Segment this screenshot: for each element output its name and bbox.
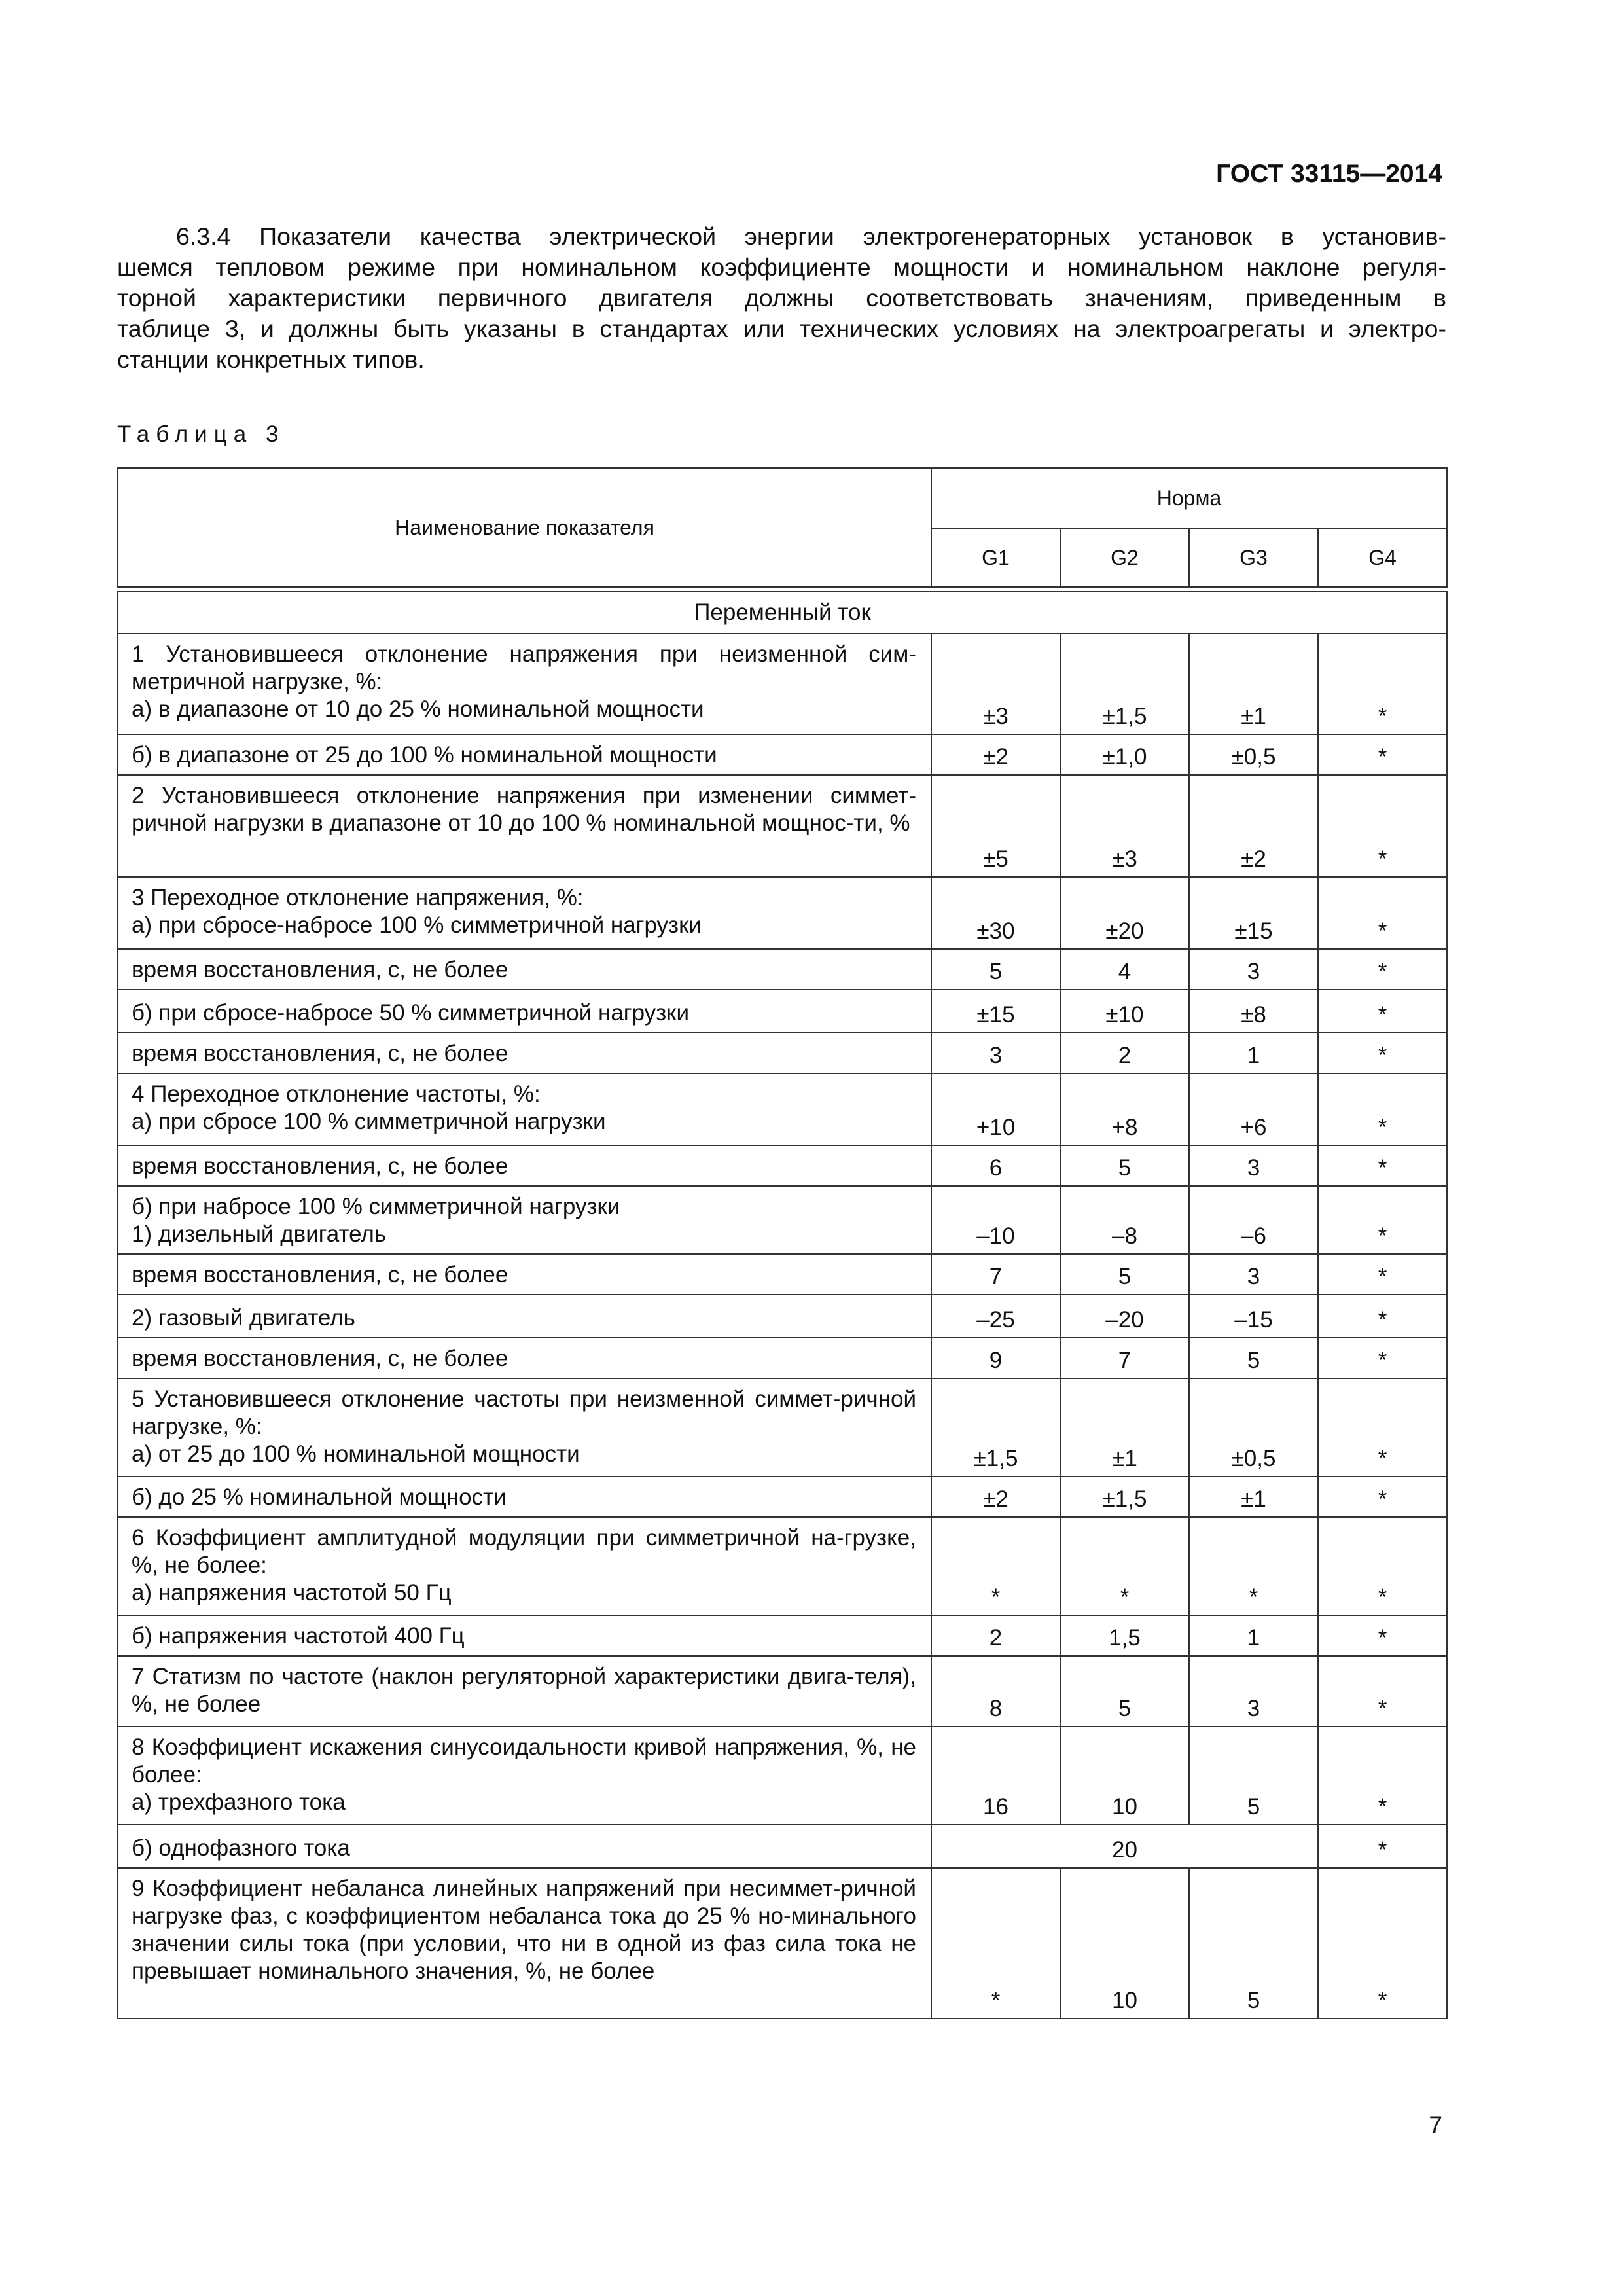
value-cell-g4: *: [1318, 1378, 1447, 1477]
value-cell-g1: ±3: [931, 634, 1060, 734]
intro-line: станции конкретных типов.: [117, 346, 425, 373]
value-cell-g3: 5: [1189, 1338, 1318, 1378]
indicator-name-cell: 3 Переходное отклонение напряжения, %: а) при сбросе-набросе 100 % симметричной нагрузки: [118, 877, 931, 949]
value-cell-g2: ±3: [1060, 775, 1189, 877]
indicator-name-cell: 6 Коэффициент амплитудной модуляции при симметричной на-грузке, %, не более: а) напряжения частотой 50 Гц: [118, 1517, 931, 1615]
table-row: [118, 1517, 1447, 1615]
indicator-name-cell: 2) газовый двигатель: [118, 1295, 931, 1338]
value-cell-g2: 5: [1060, 1145, 1189, 1186]
indicator-name-cell: 5 Установившееся отклонение частоты при неизменной симмет-ричной нагрузке, %: а) от 25 до 100 % номинальной мощности: [118, 1378, 931, 1477]
table-row: [118, 634, 1447, 734]
value-cell-g1: *: [931, 1517, 1060, 1615]
table-row: [118, 1727, 1447, 1825]
value-cell-g4: *: [1318, 949, 1447, 990]
table-row: [118, 1073, 1447, 1145]
value-cell-g2: ±20: [1060, 877, 1189, 949]
value-cell-g1-g3-merged: 20: [931, 1825, 1318, 1868]
value-cell-g2: 5: [1060, 1254, 1189, 1295]
header-indicator-name: Наименование показателя: [118, 468, 931, 587]
header-separator: [118, 587, 1447, 592]
value-cell-g3: ±8: [1189, 990, 1318, 1033]
value-cell-g1: 5: [931, 949, 1060, 990]
value-cell-g3: ±0,5: [1189, 1378, 1318, 1477]
value-cell-g4: *: [1318, 1295, 1447, 1338]
value-cell-g3: 5: [1189, 1727, 1318, 1825]
table-row: [118, 1295, 1447, 1338]
table-row: [118, 1825, 1447, 1868]
value-cell-g2: 4: [1060, 949, 1189, 990]
value-cell-g3: 3: [1189, 949, 1318, 990]
value-cell-g4: *: [1318, 1727, 1447, 1825]
value-cell-g1: 3: [931, 1033, 1060, 1073]
value-cell-g4: *: [1318, 734, 1447, 775]
value-cell-g1: ±2: [931, 734, 1060, 775]
value-cell-g1: +10: [931, 1073, 1060, 1145]
indicator-name-cell: время восстановления, с, не более: [118, 949, 931, 990]
value-cell-g1: 2: [931, 1615, 1060, 1656]
table-caption: Таблица 3: [117, 422, 285, 447]
indicator-name-cell: время восстановления, с, не более: [118, 1145, 931, 1186]
value-cell-g4: *: [1318, 1477, 1447, 1517]
table-row: [118, 877, 1447, 949]
value-cell-g2: ±1,5: [1060, 634, 1189, 734]
value-cell-g2: 5: [1060, 1656, 1189, 1727]
value-cell-g1: 9: [931, 1338, 1060, 1378]
value-cell-g2: ±1,0: [1060, 734, 1189, 775]
value-cell-g3: *: [1189, 1517, 1318, 1615]
indicator-name-cell: 8 Коэффициент искажения синусоидальности кривой напряжения, %, не более: а) трехфазного тока: [118, 1727, 931, 1825]
indicator-name-cell: б) напряжения частотой 400 Гц: [118, 1615, 931, 1656]
table-container: [117, 467, 1446, 2019]
header-g1: G1: [931, 528, 1060, 587]
value-cell-g4: *: [1318, 1868, 1447, 2018]
table-row: [118, 1254, 1447, 1295]
table-row: [118, 1656, 1447, 1727]
value-cell-g4: *: [1318, 1825, 1447, 1868]
value-cell-g4: *: [1318, 1033, 1447, 1073]
value-cell-g3: ±2: [1189, 775, 1318, 877]
table-row: [118, 1033, 1447, 1073]
value-cell-g2: ±10: [1060, 990, 1189, 1033]
indicator-name-cell: время восстановления, с, не более: [118, 1033, 931, 1073]
value-cell-g2: *: [1060, 1517, 1189, 1615]
table-row: [118, 1477, 1447, 1517]
indicator-name-cell: б) при сбросе-набросе 50 % симметричной нагрузки: [118, 990, 931, 1033]
value-cell-g1: 7: [931, 1254, 1060, 1295]
value-cell-g3: 1: [1189, 1033, 1318, 1073]
value-cell-g4: *: [1318, 1073, 1447, 1145]
value-cell-g4: *: [1318, 1656, 1447, 1727]
value-cell-g2: 10: [1060, 1868, 1189, 2018]
value-cell-g3: +6: [1189, 1073, 1318, 1145]
value-cell-g3: ±15: [1189, 877, 1318, 949]
value-cell-g4: *: [1318, 1517, 1447, 1615]
header-g2: G2: [1060, 528, 1189, 587]
value-cell-g4: *: [1318, 775, 1447, 877]
indicator-name-cell: б) до 25 % номинальной мощности: [118, 1477, 931, 1517]
value-cell-g2: +8: [1060, 1073, 1189, 1145]
indicator-name-cell: время восстановления, с, не более: [118, 1254, 931, 1295]
value-cell-g3: –6: [1189, 1186, 1318, 1254]
value-cell-g4: *: [1318, 634, 1447, 734]
indicator-name-cell: время восстановления, с, не более: [118, 1338, 931, 1378]
table-row: [118, 1378, 1447, 1477]
value-cell-g3: 3: [1189, 1145, 1318, 1186]
value-cell-g4: *: [1318, 990, 1447, 1033]
table-row: [118, 1186, 1447, 1254]
value-cell-g4: *: [1318, 1615, 1447, 1656]
indicator-name-cell: 7 Статизм по частоте (наклон регуляторной характеристики двига-теля), %, не более: [118, 1656, 931, 1727]
value-cell-g1: ±30: [931, 877, 1060, 949]
intro-line: шемся тепловом режиме при номинальном коэффициенте мощности и номинальном наклоне регуля-: [117, 253, 1446, 281]
value-cell-g3: ±0,5: [1189, 734, 1318, 775]
table-row: [118, 734, 1447, 775]
header-g4: G4: [1318, 528, 1447, 587]
document-code: ГОСТ 33115—2014: [1216, 160, 1442, 188]
table-row: [118, 1338, 1447, 1378]
value-cell-g1: 6: [931, 1145, 1060, 1186]
value-cell-g4: *: [1318, 877, 1447, 949]
value-cell-g3: ±1: [1189, 634, 1318, 734]
value-cell-g2: ±1,5: [1060, 1477, 1189, 1517]
value-cell-g3: 5: [1189, 1868, 1318, 2018]
indicator-name-cell: 2 Установившееся отклонение напряжения при изменении симмет-ричной нагрузки в диапазоне от 10 до 100 % номинальной мощнос-ти, %: [118, 775, 931, 877]
indicator-name-cell: б) однофазного тока: [118, 1825, 931, 1868]
value-cell-g1: 16: [931, 1727, 1060, 1825]
indicator-name-cell: б) при набросе 100 % симметричной нагрузки 1) дизельный двигатель: [118, 1186, 931, 1254]
value-cell-g3: ±1: [1189, 1477, 1318, 1517]
value-cell-g3: 3: [1189, 1656, 1318, 1727]
intro-paragraph: [117, 221, 1446, 375]
value-cell-g2: ±1: [1060, 1378, 1189, 1477]
value-cell-g4: *: [1318, 1186, 1447, 1254]
value-cell-g2: 10: [1060, 1727, 1189, 1825]
value-cell-g4: *: [1318, 1254, 1447, 1295]
value-cell-g1: 8: [931, 1656, 1060, 1727]
table-row: [118, 1615, 1447, 1656]
value-cell-g1: ±2: [931, 1477, 1060, 1517]
value-cell-g4: *: [1318, 1145, 1447, 1186]
value-cell-g1: –10: [931, 1186, 1060, 1254]
value-cell-g3: 3: [1189, 1254, 1318, 1295]
value-cell-g3: –15: [1189, 1295, 1318, 1338]
table-row: [118, 1145, 1447, 1186]
intro-line: 6.3.4 Показатели качества электрической энергии электрогенераторных установок в установив-: [176, 223, 1446, 250]
value-cell-g1: ±1,5: [931, 1378, 1060, 1477]
table-row: [118, 949, 1447, 990]
section-title: Переменный ток: [118, 592, 1447, 634]
value-cell-g2: 7: [1060, 1338, 1189, 1378]
table-row: [118, 990, 1447, 1033]
value-cell-g2: 2: [1060, 1033, 1189, 1073]
indicator-name-cell: б) в диапазоне от 25 до 100 % номинальной мощности: [118, 734, 931, 775]
value-cell-g1: ±15: [931, 990, 1060, 1033]
quality-indicators-table: [117, 467, 1448, 2019]
value-cell-g1: ±5: [931, 775, 1060, 877]
intro-line: торной характеристики первичного двигателя должны соответствовать значениям, приведенным в: [117, 284, 1446, 312]
indicator-name-cell: 9 Коэффициент небаланса линейных напряжений при несиммет-ричной нагрузке фаз, с коэффициентом небаланса тока до 25 % но-минального значении силы тока (при условии, что ни в одной из фаз сила тока не превышает номинального значения, %, не более: [118, 1868, 931, 2018]
value-cell-g3: 1: [1189, 1615, 1318, 1656]
value-cell-g1: –25: [931, 1295, 1060, 1338]
header-norm: Норма: [931, 468, 1447, 528]
value-cell-g4: *: [1318, 1338, 1447, 1378]
table-row: [118, 775, 1447, 877]
table-row: [118, 1868, 1447, 2018]
value-cell-g2: –20: [1060, 1295, 1189, 1338]
header-g3: G3: [1189, 528, 1318, 587]
intro-line: таблице 3, и должны быть указаны в стандартах или технических условиях на электроагрегаты и электро-: [117, 315, 1446, 342]
value-cell-g2: 1,5: [1060, 1615, 1189, 1656]
value-cell-g1: *: [931, 1868, 1060, 2018]
value-cell-g2: –8: [1060, 1186, 1189, 1254]
indicator-name-cell: 1 Установившееся отклонение напряжения при неизменной сим-метричной нагрузке, %: а) в диапазоне от 10 до 25 % номинальной мощности: [118, 634, 931, 734]
page-number: 7: [1429, 2111, 1442, 2138]
indicator-name-cell: 4 Переходное отклонение частоты, %: а) при сбросе 100 % симметричной нагрузки: [118, 1073, 931, 1145]
